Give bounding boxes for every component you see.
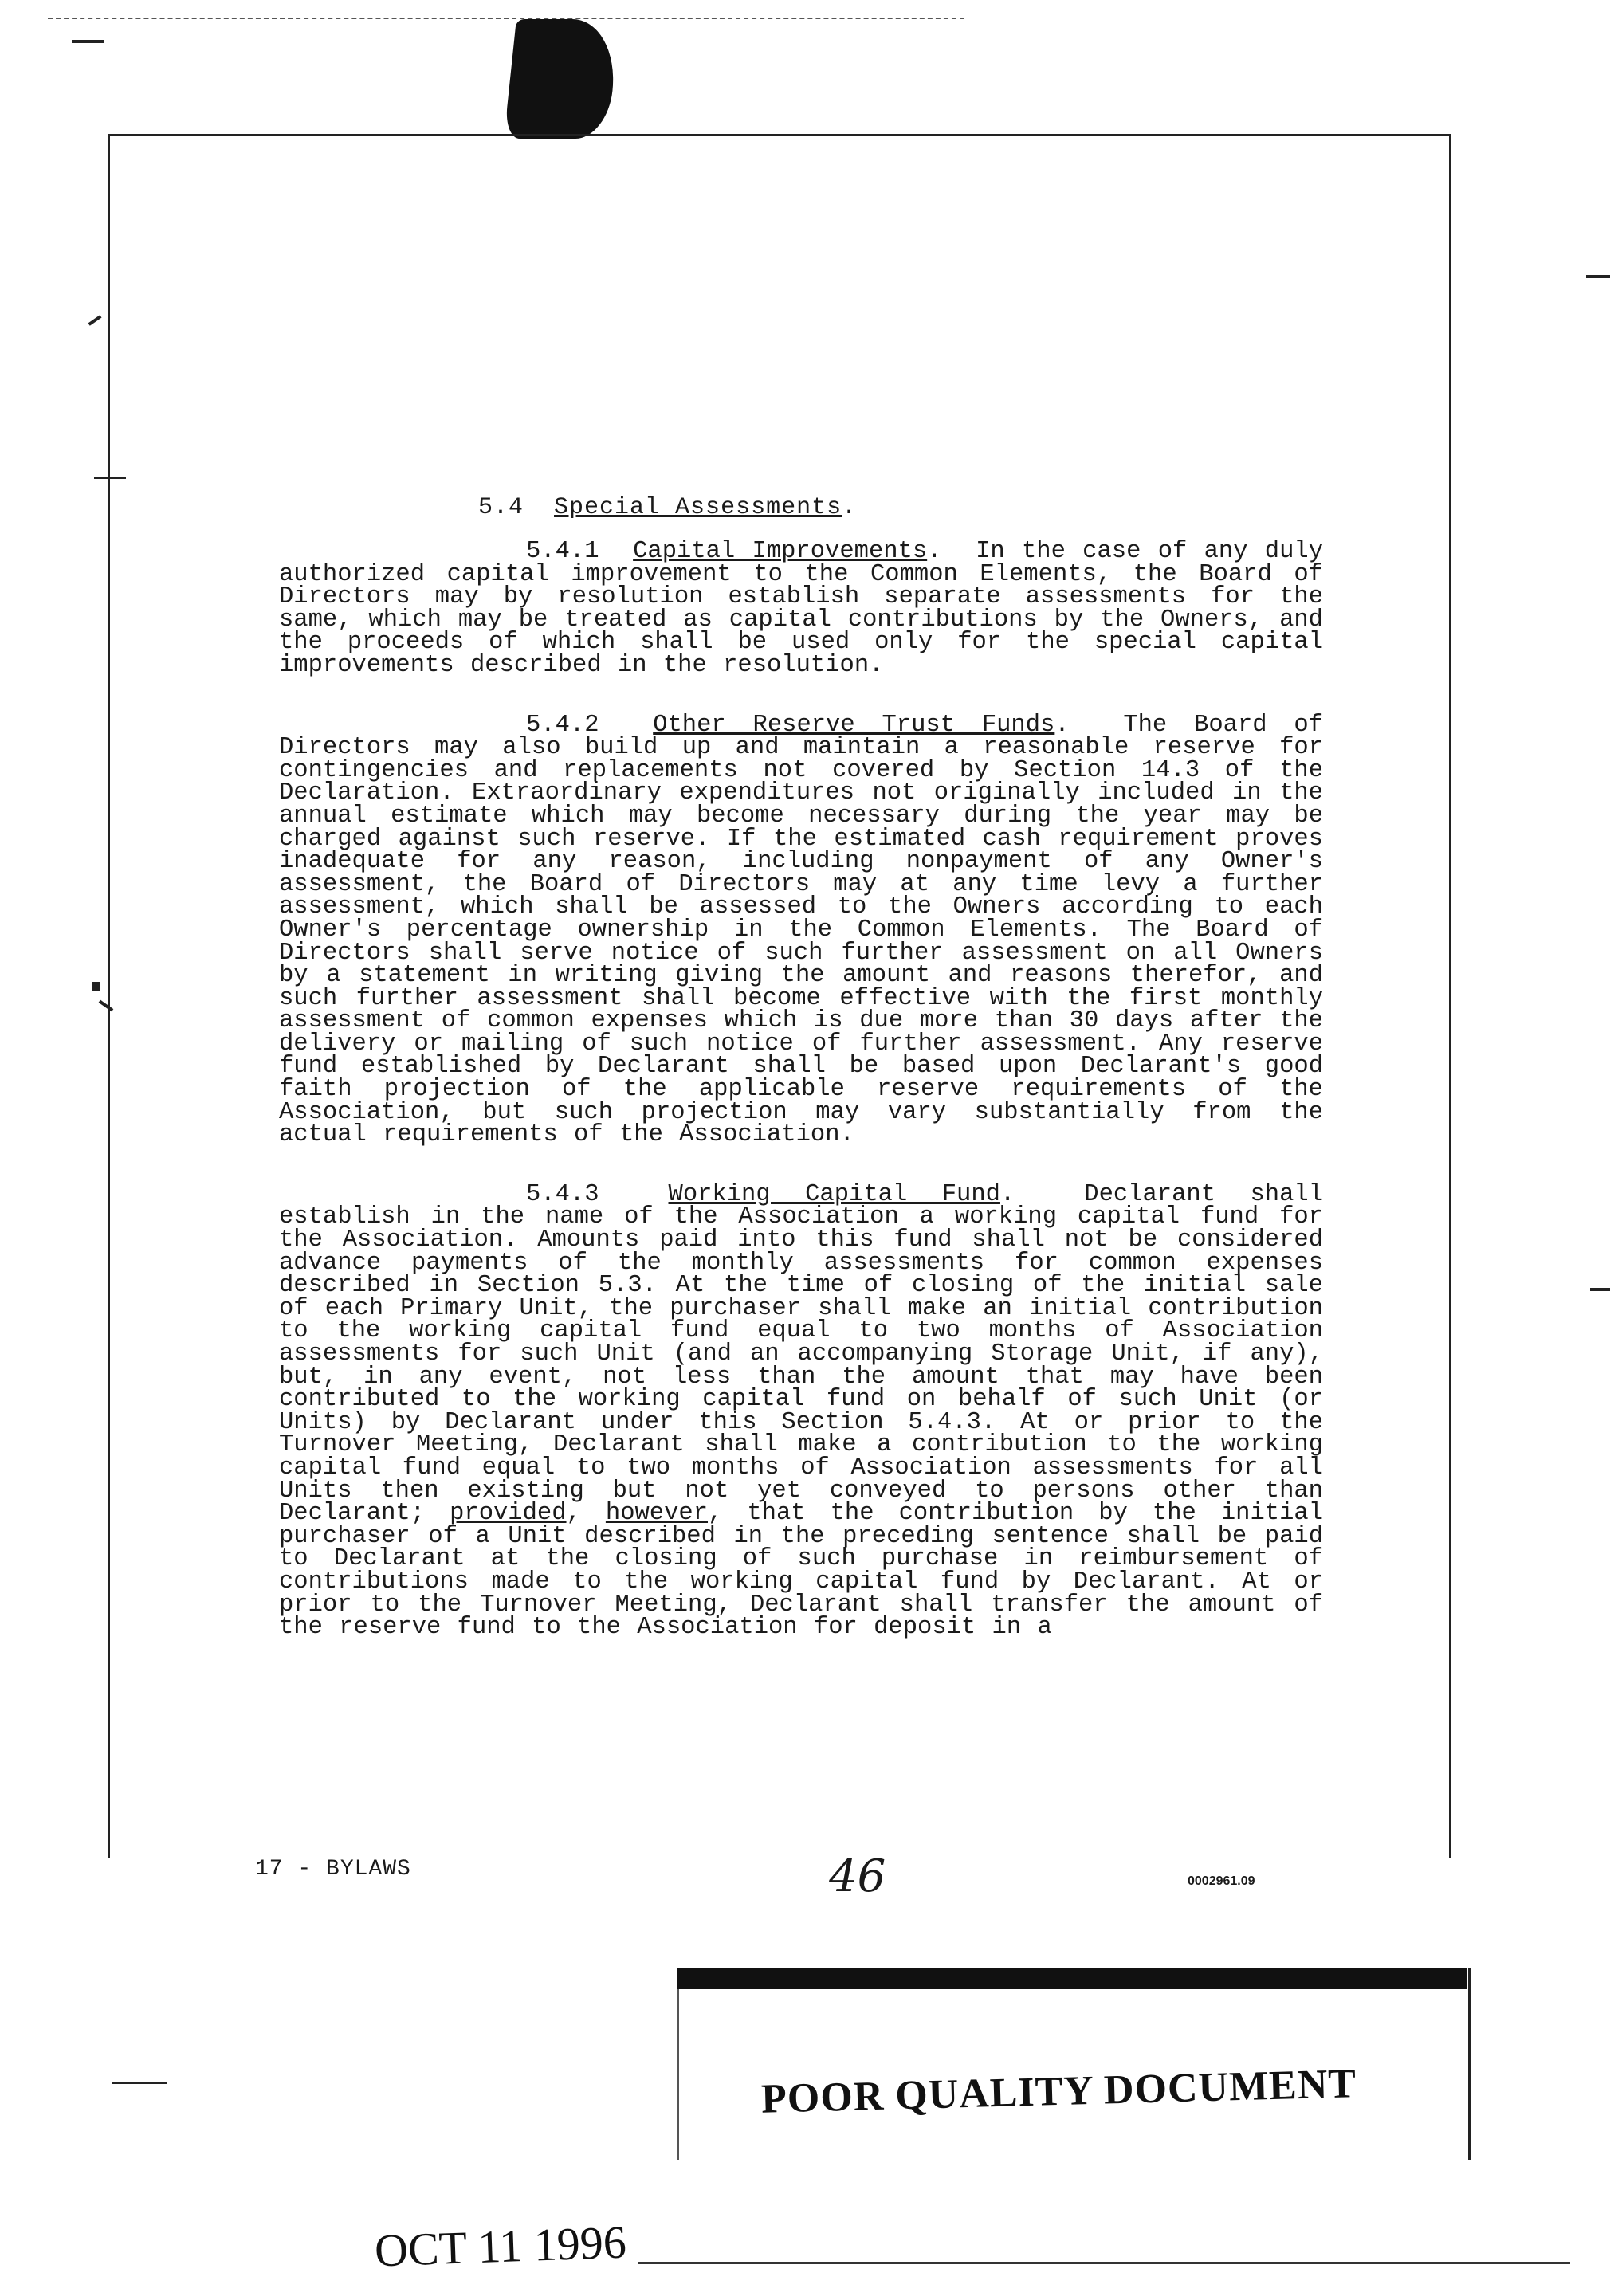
section-heading: 5.4 Special Assessments. (478, 494, 858, 521)
paragraph-5-4-1: 5.4.1 Capital Improvements. In the case of any duly authorized capital improvement to the Common Elements, the Board of Directors may by resolution establish separate assessments for the same, which may be treated as capital contributions by the Owners, and the proceeds of which shall be used only for the special capital improvements described in the resolution. (279, 538, 1324, 679)
paragraph-number: 5.4.3 (526, 1180, 599, 1208)
date-line (638, 2262, 1570, 2264)
paragraph-title: Working Capital Fund (668, 1180, 1000, 1208)
scan-edge-line (48, 18, 964, 19)
scan-mark (94, 477, 126, 479)
paragraph-text: In the case of any duly authorized capital improvement to the Common Elements, the Board of Directors may by resolution establish separate assessments for the same, which may be treated as capital contributions by the Owners, and the proceeds of which shall be used only for the special capital improvements described in the resolution. (279, 538, 1324, 679)
paragraph-5-4-2: 5.4.2 Other Reserve Trust Funds. The Board of Directors may also build up and maintain a reasonable reserve for contingencies and replacements not covered by Section 14.3 of the Declaration. Extraordinary expenditures not originally included in the annual estimate which may become necessary during the year may be charged against such reserve. If the estimated cash requirement proves inadequate for any reason, including nonpayment of any Owner's assessment, the Board of Directors may at any time levy a further assessment, which shall be assessed to the Owners according to each Owner's percentage ownership in the Common Elements. The Board of Directors shall serve notice of such further assessment on all Owners by a statement in writing giving the amount and reasons therefor, and such further assessment shall become effective with the first monthly assessment of common expenses which is due more than 30 days after the delivery or mailing of such notice of further assessment. Any reserve fund established by Declarant shall be based upon Declarant's good faith projection of the applicable reserve requirements of the Association, but such projection may vary substantially from the actual requirements of the Association. (279, 711, 1324, 1149)
scan-mark (92, 982, 100, 991)
scan-mark (88, 315, 101, 326)
paragraph-title: Capital Improvements (633, 538, 928, 565)
emphasis-provided: provided (450, 1500, 567, 1528)
scan-mark (72, 40, 104, 43)
paragraph-number: 5.4.2 (526, 711, 599, 739)
scan-mark (1590, 1288, 1610, 1291)
paragraph-text: Declarant shall establish in the name of the Association a working capital fund for the Association. Amounts paid into this fund shall not be considered advance payments of the monthly assessments for common expenses described in Section 5.3. At the time of closing of the initial sale of each Primary Unit, the purchaser shall make an initial contribution to the working capital fund equal to two months of Association assessments for such Unit (and an accompanying Storage Unit, if any), but, in any event, not less than the amount that may have been contributed to the working capital fund on behalf of such Unit (or Units) by Declarant under this Section 5.4.3. At or prior to the Turnover Meeting, Declarant shall make a contribution to the working capital fund equal to two months of Association assessments for all Units then existing but not yet conveyed to persons other than Declarant; (279, 1180, 1324, 1528)
date-stamp: OCT 11 1996 (373, 2216, 627, 2277)
paragraph-text: The Board of Directors may also build up and maintain a reasonable reserve for contingencies and replacements not covered by Section 14.3 of the Declaration. Extraordinary expenditures not originally included in the annual estimate which may become necessary during the year may be charged against such reserve. If the estimated cash requirement proves inadequate for any reason, including nonpayment of any Owner's assessment, the Board of Directors may at any time levy a further assessment, which shall be assessed to the Owners according to each Owner's percentage ownership in the Common Elements. The Board of Directors shall serve notice of such further assessment on all Owners by a statement in writing giving the amount and reasons therefor, and such further assessment shall become effective with the first monthly assessment of common expenses which is due more than 30 days after the delivery or mailing of such notice of further assessment. Any reserve fund established by Declarant shall be based upon Declarant's good faith projection of the applicable reserve requirements of the Association, but such projection may vary substantially from the actual requirements of the Association. (279, 711, 1324, 1149)
paragraph-5-4-3: 5.4.3 Working Capital Fund. Declarant shall establish in the name of the Association a working capital fund for the Association. Amounts paid into this fund shall not be considered advance payments of the monthly assessments for common expenses described in Section 5.3. At the time of closing of the initial sale of each Primary Unit, the purchaser shall make an initial contribution to the working capital fund equal to two months of Association assessments for such Unit (and an accompanying Storage Unit, if any), but, in any event, not less than the amount that may have been contributed to the working capital fund on behalf of such Unit (or Units) by Declarant under this Section 5.4.3. At or prior to the Turnover Meeting, Declarant shall make a contribution to the working capital fund equal to two months of Association assessments for all Units then existing but not yet conveyed to persons other than Declarant; provided, however, that the contribution by the initial purchaser of a Unit described in the preceding sentence shall be paid to Declarant at the closing of such purchase in reimbursement of contributions made to the working capital fund by Declarant. At or prior to the Turnover Meeting, Declarant shall transfer the amount of the reserve fund to the Association for deposit in a (279, 1180, 1324, 1642)
emphasis-however: however (605, 1500, 709, 1528)
poor-quality-stamp: POOR QUALITY DOCUMENT (760, 2061, 1357, 2122)
paragraph-number: 5.4.1 (526, 538, 599, 565)
footer-page-label: 17 - BYLAWS (255, 1857, 411, 1882)
paragraph-text-continued: that the contribution by the initial purchaser of a Unit described in the preceding sentence shall be paid to Declarant at the closing of such purchase in reimbursement of contributions made to the working capital fund by Declarant. At or prior to the Turnover Meeting, Declarant shall transfer the amount of the reserve fund to the Association for deposit in a (279, 1500, 1324, 1642)
stamp-frame-bar (677, 1968, 1467, 1989)
scan-mark (112, 2082, 167, 2084)
document-body (279, 494, 1323, 1676)
scan-artifact (504, 19, 620, 139)
handwritten-page-number: 46 (829, 1851, 886, 1902)
scan-mark (1586, 275, 1610, 278)
paragraph-title: Other Reserve Trust Funds (653, 711, 1055, 739)
section-title: Special Assessments (554, 494, 842, 521)
section-number: 5.4 (478, 494, 524, 521)
document-code: 0002961.09 (1188, 1874, 1255, 1888)
